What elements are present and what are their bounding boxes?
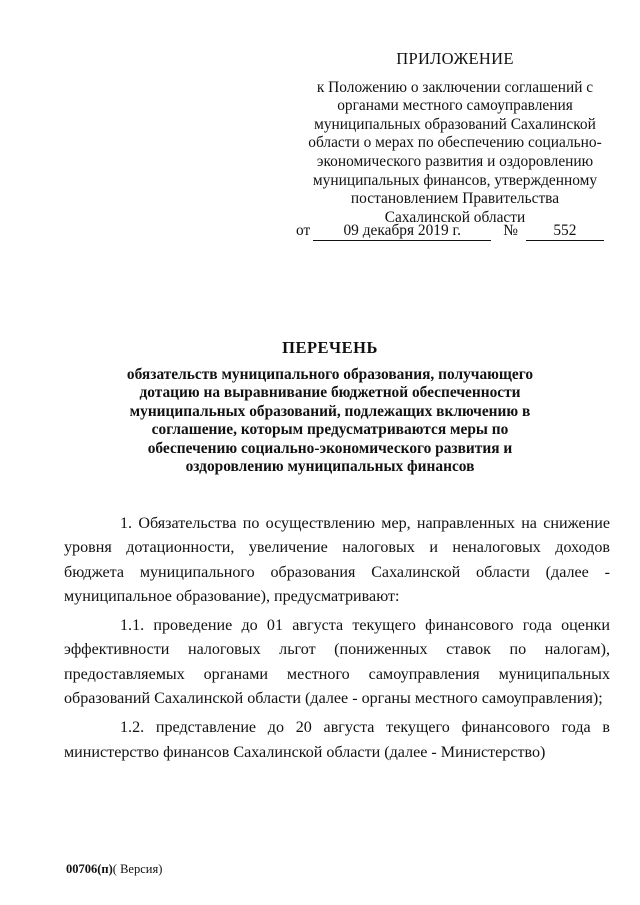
approval-line — [296, 222, 614, 241]
document-body — [64, 512, 610, 770]
paragraph-1-1: 1.1. проведение до 01 августа текущего финансового года оценки эффективности налоговых льгот (пониженных ставок по налогам), предоставляемых органами местного самоуправления муниципальных образований Сахалинской области (далее - органы местного самоуправления); — [64, 617, 610, 708]
appendix-line: области о мерах по обеспечению социально- — [308, 134, 602, 152]
number-label: № — [503, 222, 518, 239]
document-code: 00706(п) — [66, 862, 113, 876]
appendix-line: органами местного самоуправления — [337, 97, 573, 115]
appendix-line: Сахалинской области — [384, 208, 526, 226]
appendix-block — [296, 50, 614, 227]
appendix-heading: ПРИЛОЖЕНИЕ — [396, 49, 514, 68]
document-title: ПЕРЕЧЕНЬ — [282, 338, 378, 357]
appendix-line: экономического развития и оздоровлению — [316, 152, 594, 170]
document-subtitle-line: обязательств муниципального образования, получающего — [126, 366, 534, 383]
document-subtitle-line: соглашение, которым предусматриваются меры по — [151, 421, 509, 439]
appendix-line: к Положению о заключении соглашений с — [316, 78, 594, 96]
document-version: ( Версия) — [112, 862, 163, 876]
document-subtitle-line: оздоровлению муниципальных финансов — [185, 458, 475, 476]
approval-number: 552 — [526, 222, 604, 241]
date-label: от — [296, 222, 311, 239]
appendix-line: постановлением Правительства — [350, 190, 560, 208]
appendix-line: муниципальных образований Сахалинской — [314, 115, 596, 133]
document-subtitle-line: муниципальных образований, подлежащих включению в — [129, 402, 531, 420]
document-footer — [66, 862, 162, 877]
approval-date: 09 декабря 2019 г. — [313, 222, 491, 241]
paragraph-1: 1. Обязательства по осуществлению мер, направленных на снижение уровня дотационности, увеличение налоговых и неналоговых доходов бюджета муниципального образования Сахалинской области (далее - муниципальное образование), предусматривают: — [64, 515, 610, 605]
document-subtitle-line: дотацию на выравнивание бюджетной обеспеченности — [139, 384, 521, 402]
document-subtitle-line: обеспечению социально-экономического развития и — [147, 439, 513, 457]
appendix-line: муниципальных финансов, утвержденному — [312, 171, 598, 189]
paragraph-1-2: 1.2. представление до 20 августа текущего финансового года в министерство финансов Сахалинской области (далее - Министерство) — [64, 719, 610, 761]
document-title-block — [80, 338, 580, 476]
